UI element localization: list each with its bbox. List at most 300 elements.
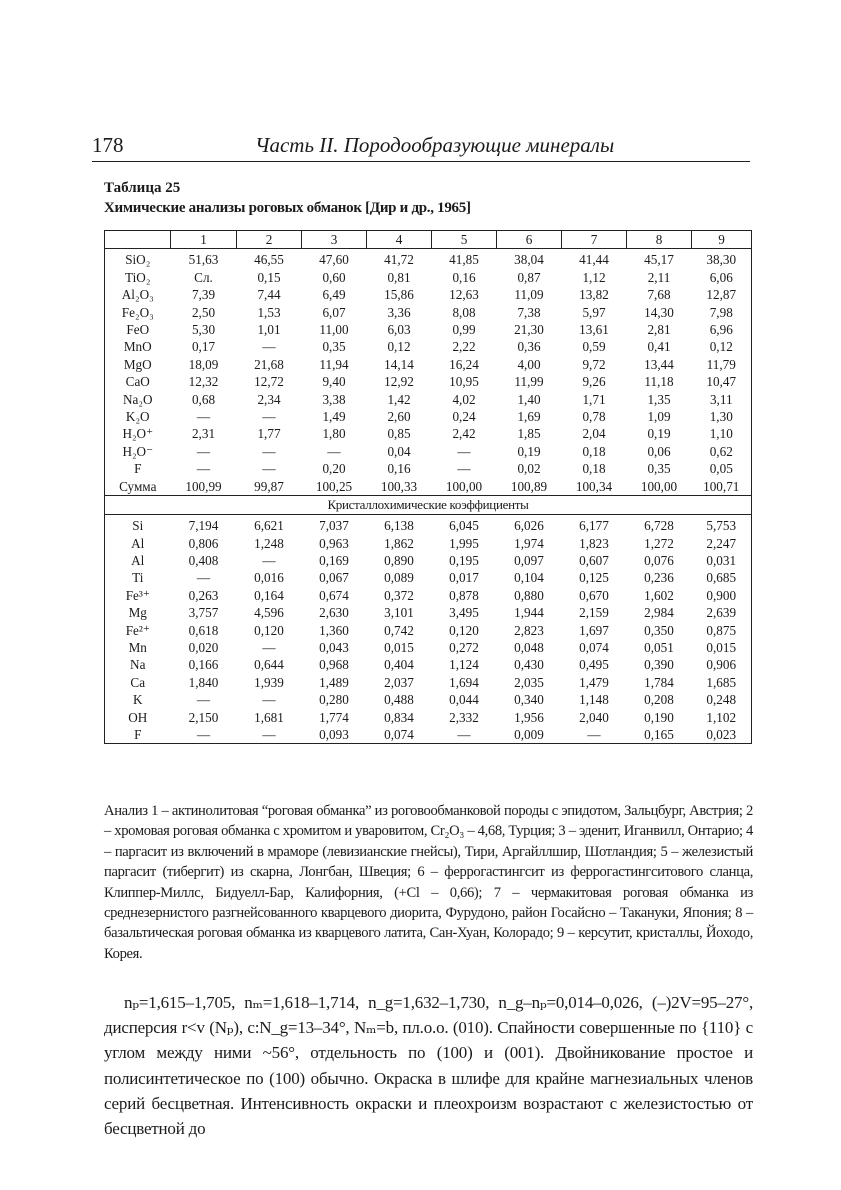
row-label: Fe³⁺ — [125, 587, 150, 603]
table-cell: 2,22 — [452, 339, 476, 355]
table-cell: 0,074 — [384, 726, 414, 742]
table-cell: 3,757 — [188, 605, 219, 621]
table-cell: 6,06 — [709, 269, 733, 285]
table-cell: 18,09 — [188, 356, 219, 372]
row-label: Si — [132, 518, 144, 534]
row-label: MgO — [123, 356, 152, 372]
section-title: Кристаллохимические коэффициенты — [105, 496, 752, 515]
column-header: 4 — [367, 231, 432, 249]
table-cell: 0,195 — [449, 552, 479, 568]
table-cell: 0,890 — [384, 552, 414, 568]
table-cell: 0,19 — [517, 443, 541, 459]
sum-row — [105, 478, 752, 496]
table-cell: 1,77 — [257, 426, 281, 442]
table-cell: — — [457, 461, 471, 477]
table-row — [105, 356, 752, 373]
table-cell: 41,72 — [384, 252, 414, 268]
table-cell: 0,248 — [706, 692, 737, 708]
table-cell: 0,023 — [706, 726, 737, 742]
table-cell: 1,862 — [384, 535, 414, 551]
table-cell: 100,00 — [627, 478, 692, 496]
table-cell: 1,10 — [709, 426, 733, 442]
table-cell: 0,20 — [322, 461, 346, 477]
table-cell: 7,44 — [257, 287, 281, 303]
table-cell: 1,697 — [579, 622, 609, 638]
row-label: Al — [131, 552, 145, 568]
table-cell: 0,900 — [706, 587, 737, 603]
row-label: Ca — [130, 674, 146, 690]
table-cell: 100,71 — [692, 478, 752, 496]
table-cell: 0,06 — [647, 443, 671, 459]
table-row — [105, 286, 752, 303]
table-row — [105, 674, 752, 691]
row-label: Mn — [128, 639, 147, 655]
table-cell: — — [457, 443, 471, 459]
table-cell: 1,30 — [709, 409, 733, 425]
table-cell: 0,350 — [644, 622, 674, 638]
table-cell: 12,92 — [384, 374, 414, 390]
table-cell: 0,120 — [449, 622, 479, 638]
column-header: 2 — [237, 231, 302, 249]
table-cell: 47,60 — [319, 252, 349, 268]
table-cell: 16,24 — [449, 356, 479, 372]
table-row — [105, 443, 752, 460]
table-cell: 51,63 — [188, 252, 219, 268]
column-header: 1 — [171, 231, 237, 249]
running-header — [92, 133, 750, 162]
table-cell: 0,41 — [647, 339, 671, 355]
table-cell: 0,408 — [188, 552, 219, 568]
table-cell: — — [262, 726, 276, 742]
table-cell: 7,39 — [191, 287, 216, 303]
table-cell: — — [196, 409, 211, 425]
table-cell: 0,36 — [517, 339, 541, 355]
table-cell: 0,87 — [517, 269, 541, 285]
table-cell: 0,020 — [188, 639, 219, 655]
footnote-text: Анализ 1 – актинолитовая “роговая обманка” из роговообманковой породы с эпидотом, Зальцбург, Австрия; 2 – хромовая роговая обманка с хромитом и уваровитом, Cr₂O₃ – 4,68, Турция; 3 – эденит, Иганвилл, Онтарио; 4 – паргасит из включений в мраморе (левизианские гнейсы), Тири, Аргайллшир, Шотландия; 5 – железистый паргасит (тибергит) из скарна, Лонгбан, Швеция; 6 – феррогастингсит из феррогастингситового сланца, Клиппер-Миллс, Бидуелл-Бар, Калифорния, (+Cl – 0,66); 7 – чермакитовая роговая обманка из среднезернистого разгнейсованного кварцевого диорита, Фурудоно, район Госайсно – Такануки, Япония; 8 – базальтическая роговая обманка из кварцевого латита, Сан-Хуан, Колорадо; 9 – керсутит, кристаллы, Йоходо, Корея. — [104, 803, 753, 962]
table-cell: 0,016 — [254, 570, 284, 586]
table-cell: — — [196, 443, 211, 459]
table-cell: 1,974 — [514, 535, 544, 551]
table-cell: 11,94 — [319, 356, 349, 372]
row-label: F — [134, 726, 142, 742]
table-cell: 0,644 — [254, 657, 284, 673]
table-cell: 10,95 — [449, 374, 479, 390]
table-cell: 0,18 — [582, 461, 606, 477]
table-cell: 0,878 — [449, 587, 479, 603]
table-cell: 14,14 — [384, 356, 414, 372]
table-cell: 0,05 — [709, 461, 733, 477]
column-header: 3 — [302, 231, 367, 249]
table-footnote — [104, 801, 753, 964]
chemical-analyses-table — [104, 230, 752, 744]
table-cell: 1,248 — [254, 535, 284, 551]
table-cell: 0,404 — [384, 657, 414, 673]
table-cell: 0,280 — [319, 692, 349, 708]
table-cell: — — [587, 726, 601, 742]
table-cell: 2,31 — [191, 426, 216, 442]
table-cell: 0,031 — [706, 552, 737, 568]
table-cell: 6,177 — [579, 518, 609, 534]
table-cell: 0,02 — [517, 461, 541, 477]
table-cell: 12,87 — [706, 287, 737, 303]
table-cell: 0,618 — [188, 622, 219, 638]
table-cell: 0,372 — [384, 587, 414, 603]
table-cell: 0,048 — [514, 639, 544, 655]
table-cell: — — [262, 639, 276, 655]
table-cell: 0,16 — [387, 461, 411, 477]
table-cell: 12,63 — [449, 287, 479, 303]
table-cell: 0,59 — [582, 339, 606, 355]
table-cell: 0,074 — [579, 639, 609, 655]
table-cell: 4,596 — [254, 605, 284, 621]
row-label: K₂O — [125, 409, 150, 425]
table-cell: 3,495 — [449, 605, 479, 621]
table-cell: 1,85 — [517, 426, 541, 442]
table-cell: 0,120 — [254, 622, 284, 638]
table-cell: 0,16 — [452, 269, 476, 285]
table-row — [105, 709, 752, 726]
row-label: FeO — [126, 322, 150, 338]
table-cell: Сл. — [194, 269, 213, 285]
row-label: Ti — [132, 570, 144, 586]
table-cell: 9,40 — [322, 374, 346, 390]
table-cell: 100,89 — [497, 478, 562, 496]
table-cell: 0,017 — [449, 570, 479, 586]
column-header — [105, 231, 171, 249]
table-cell: 0,35 — [647, 461, 671, 477]
table-cell: 6,03 — [387, 322, 411, 338]
table-cell: 1,12 — [582, 269, 606, 285]
table-cell: 1,148 — [579, 692, 609, 708]
table-cell: 1,602 — [644, 587, 674, 603]
page-number: 178 — [92, 133, 124, 157]
table-cell: 1,53 — [257, 304, 281, 320]
table-row — [105, 321, 752, 338]
table-cell: 38,30 — [706, 252, 737, 268]
table-cell: 0,164 — [254, 587, 284, 603]
table-cell: 10,47 — [706, 374, 737, 390]
table-cell: 1,681 — [254, 709, 284, 725]
table-cell: 0,906 — [706, 657, 737, 673]
table-cell: 0,12 — [709, 339, 733, 355]
table-cell: 2,159 — [579, 605, 609, 621]
table-row — [105, 515, 752, 535]
table-cell: 100,33 — [367, 478, 432, 496]
table-cell: 5,30 — [191, 322, 216, 338]
table-cell: 1,784 — [644, 674, 674, 690]
table-cell: 7,38 — [517, 304, 541, 320]
table-cell: 9,72 — [582, 356, 606, 372]
table-row — [105, 622, 752, 639]
row-label: Na — [130, 657, 146, 673]
table-cell: 2,04 — [582, 426, 606, 442]
table-row — [105, 726, 752, 744]
table-cell: 100,00 — [432, 478, 497, 496]
table-cell: 6,621 — [254, 518, 284, 534]
table-cell: 6,96 — [709, 322, 733, 338]
table-cell: 1,685 — [706, 674, 737, 690]
table-cell: 21,30 — [514, 322, 544, 338]
table-cell: 3,38 — [322, 391, 346, 407]
table-cell: 21,68 — [254, 356, 284, 372]
table-cell: 13,61 — [579, 322, 609, 338]
table-cell: 4,02 — [452, 391, 476, 407]
table-cell: 2,984 — [644, 605, 674, 621]
table-cell: 0,62 — [709, 443, 733, 459]
table-row — [105, 604, 752, 621]
table-cell: 0,35 — [322, 339, 346, 355]
table-row — [105, 552, 752, 569]
table-cell: 0,125 — [579, 570, 609, 586]
table-cell: 15,86 — [384, 287, 414, 303]
table-cell: 0,685 — [706, 570, 737, 586]
table-cell: 1,272 — [644, 535, 674, 551]
table-cell: 0,097 — [514, 552, 544, 568]
table-cell: 38,04 — [514, 252, 544, 268]
table-cell: 0,963 — [319, 535, 349, 551]
table-cell: 0,093 — [319, 726, 349, 742]
table-cell: 0,60 — [322, 269, 346, 285]
table-header-row — [105, 231, 752, 249]
table-cell: 1,360 — [319, 622, 349, 638]
table-cell: 0,089 — [384, 570, 414, 586]
table-cell: 7,037 — [319, 518, 349, 534]
table-cell: 5,97 — [582, 304, 606, 320]
column-header: 5 — [432, 231, 497, 249]
table-cell: 0,015 — [706, 639, 737, 655]
table-cell: 0,04 — [387, 443, 411, 459]
row-label: CaO — [125, 374, 150, 390]
table-cell: 41,44 — [579, 252, 609, 268]
row-label: Fe₂O₃ — [121, 304, 154, 320]
table-cell: 1,823 — [579, 535, 609, 551]
table-cell: 1,40 — [517, 391, 541, 407]
table-cell: 1,489 — [319, 674, 349, 690]
table-cell: 0,670 — [579, 587, 609, 603]
row-label: Al₂O₃ — [121, 287, 154, 303]
table-cell: 0,165 — [644, 726, 674, 742]
table-cell: 2,34 — [257, 391, 281, 407]
table-cell: 2,035 — [514, 674, 544, 690]
table-cell: 2,040 — [579, 709, 609, 725]
table-cell: 11,99 — [514, 374, 544, 390]
table-cell: 1,09 — [647, 409, 671, 425]
row-label: Na₂O — [123, 391, 153, 407]
table-cell: 9,26 — [582, 374, 606, 390]
table-row — [105, 373, 752, 390]
table-cell: — — [196, 461, 211, 477]
table-cell: 6,07 — [322, 304, 346, 320]
table-cell: 3,36 — [387, 304, 411, 320]
table-cell: 100,25 — [302, 478, 367, 496]
row-label: TiO₂ — [125, 269, 151, 285]
table-cell: 0,78 — [582, 409, 606, 425]
table-cell: 0,742 — [384, 622, 414, 638]
column-header: 6 — [497, 231, 562, 249]
table-cell: 99,87 — [237, 478, 302, 496]
table-cell: 4,00 — [517, 356, 541, 372]
table-cell: 12,72 — [254, 374, 284, 390]
table-cell: 6,49 — [322, 287, 346, 303]
table-cell: 0,12 — [387, 339, 411, 355]
table-cell: 0,166 — [188, 657, 219, 673]
table-cell: 3,101 — [384, 605, 414, 621]
table-cell: 100,99 — [171, 478, 237, 496]
column-header: 7 — [562, 231, 627, 249]
table-cell: 1,42 — [387, 391, 411, 407]
table-cell: 0,674 — [319, 587, 349, 603]
table-cell: 0,85 — [387, 426, 411, 442]
column-header: 8 — [627, 231, 692, 249]
table-cell: 0,834 — [384, 709, 414, 725]
table-row — [105, 587, 752, 604]
table-cell: 13,82 — [579, 287, 609, 303]
table-cell: 2,150 — [188, 709, 219, 725]
table-cell: 6,026 — [514, 518, 544, 534]
table-cell: 0,044 — [449, 692, 479, 708]
table-cell: 0,875 — [706, 622, 737, 638]
table-row — [105, 691, 752, 708]
row-label: K — [132, 692, 143, 708]
table-cell: 0,81 — [387, 269, 411, 285]
table-cell: 0,272 — [449, 639, 479, 655]
table-row — [105, 656, 752, 673]
table-cell: 0,104 — [514, 570, 544, 586]
table-cell: 1,35 — [647, 391, 671, 407]
table-cell: 2,60 — [387, 409, 411, 425]
table-cell: 1,69 — [517, 409, 541, 425]
table-cell: 0,488 — [384, 692, 414, 708]
table-cell: 0,076 — [644, 552, 674, 568]
row-label: Mg — [128, 605, 147, 621]
table-cell: 2,42 — [452, 426, 476, 442]
table-cell: 2,639 — [706, 605, 737, 621]
table-cell: 7,68 — [647, 287, 671, 303]
table-cell: 0,18 — [582, 443, 606, 459]
table-cell: 1,840 — [188, 674, 219, 690]
table-cell: 46,55 — [254, 252, 284, 268]
table-cell: — — [262, 692, 276, 708]
table-cell: 0,263 — [188, 587, 219, 603]
table-cell: 1,71 — [582, 391, 606, 407]
table-cell: 11,79 — [706, 356, 736, 372]
row-label: Сумма — [105, 478, 171, 496]
table-cell: 0,009 — [514, 726, 544, 742]
table-cell: — — [262, 461, 276, 477]
table-cell: 0,043 — [319, 639, 349, 655]
table-cell: 8,08 — [452, 304, 476, 320]
table-cell: 0,880 — [514, 587, 544, 603]
table-cell: 6,045 — [449, 518, 479, 534]
row-label: SiO₂ — [125, 252, 151, 268]
table-cell: 0,236 — [644, 570, 674, 586]
table-cell: 1,479 — [579, 674, 609, 690]
table-cell: 0,495 — [579, 657, 609, 673]
table-cell: 0,806 — [188, 535, 219, 551]
table-cell: 2,630 — [319, 605, 349, 621]
table-cell: 0,190 — [644, 709, 674, 725]
table-cell: 2,50 — [191, 304, 216, 320]
table-cell: 0,067 — [319, 570, 349, 586]
table-caption: Химические анализы роговых обманок [Дир и др., 1965] — [104, 200, 471, 216]
column-header: 9 — [692, 231, 752, 249]
table-cell: 0,19 — [647, 426, 671, 442]
table-row — [105, 535, 752, 552]
table-cell: — — [196, 726, 211, 742]
table-row — [105, 269, 752, 286]
table-row — [105, 460, 752, 477]
table-cell: 2,823 — [514, 622, 544, 638]
row-label: H₂O⁻ — [122, 443, 154, 459]
table-cell: 2,81 — [647, 322, 671, 338]
table-cell: 1,944 — [514, 605, 544, 621]
table-cell: — — [262, 409, 276, 425]
table-cell: 1,956 — [514, 709, 544, 725]
table-cell: — — [262, 339, 276, 355]
table-cell: 0,208 — [644, 692, 674, 708]
table-cell: 45,17 — [644, 252, 674, 268]
table-cell: 1,995 — [449, 535, 479, 551]
running-title: Часть II. Породообразующие минералы — [255, 133, 615, 157]
table-cell: 14,30 — [644, 304, 674, 320]
table-cell: 12,32 — [188, 374, 219, 390]
row-label: Al — [131, 535, 145, 551]
body-paragraph — [104, 990, 753, 1141]
table-row — [105, 425, 752, 442]
row-label: H₂O⁺ — [122, 426, 154, 442]
table-cell: 0,99 — [452, 322, 476, 338]
table-cell: 0,24 — [452, 409, 476, 425]
table-cell: 0,15 — [257, 269, 281, 285]
table-cell: — — [196, 692, 211, 708]
table-cell: 7,194 — [188, 518, 219, 534]
table-cell: 41,85 — [449, 252, 479, 268]
table-cell: 2,332 — [449, 709, 479, 725]
table-cell: 0,68 — [191, 391, 216, 407]
table-cell: 0,607 — [579, 552, 609, 568]
table-cell: 1,49 — [322, 409, 346, 425]
table-cell: 5,753 — [706, 518, 737, 534]
table-cell: — — [262, 443, 276, 459]
table-cell: 0,968 — [319, 657, 349, 673]
table-cell: 0,430 — [514, 657, 544, 673]
table-cell: 1,124 — [449, 657, 479, 673]
table-cell: 0,169 — [319, 552, 349, 568]
table-row — [105, 338, 752, 355]
table-row — [105, 249, 752, 269]
table-row — [105, 391, 752, 408]
table-cell: — — [327, 443, 341, 459]
table-cell: 0,390 — [644, 657, 674, 673]
table-cell: 1,774 — [319, 709, 349, 725]
row-label: F — [134, 461, 142, 477]
table-cell: — — [457, 726, 471, 742]
row-label: MnO — [123, 339, 152, 355]
table-cell: 100,34 — [562, 478, 627, 496]
table-cell: — — [196, 570, 211, 586]
table-cell: 11,00 — [319, 322, 349, 338]
table-cell: 3,11 — [709, 391, 733, 407]
table-cell: 6,728 — [644, 518, 674, 534]
table-row — [105, 408, 752, 425]
table-cell: 1,694 — [449, 674, 479, 690]
table-cell: — — [262, 552, 276, 568]
table-cell: 2,11 — [647, 269, 671, 285]
table-cell: 0,17 — [191, 339, 216, 355]
table-cell: 11,09 — [514, 287, 544, 303]
table-row — [105, 569, 752, 586]
